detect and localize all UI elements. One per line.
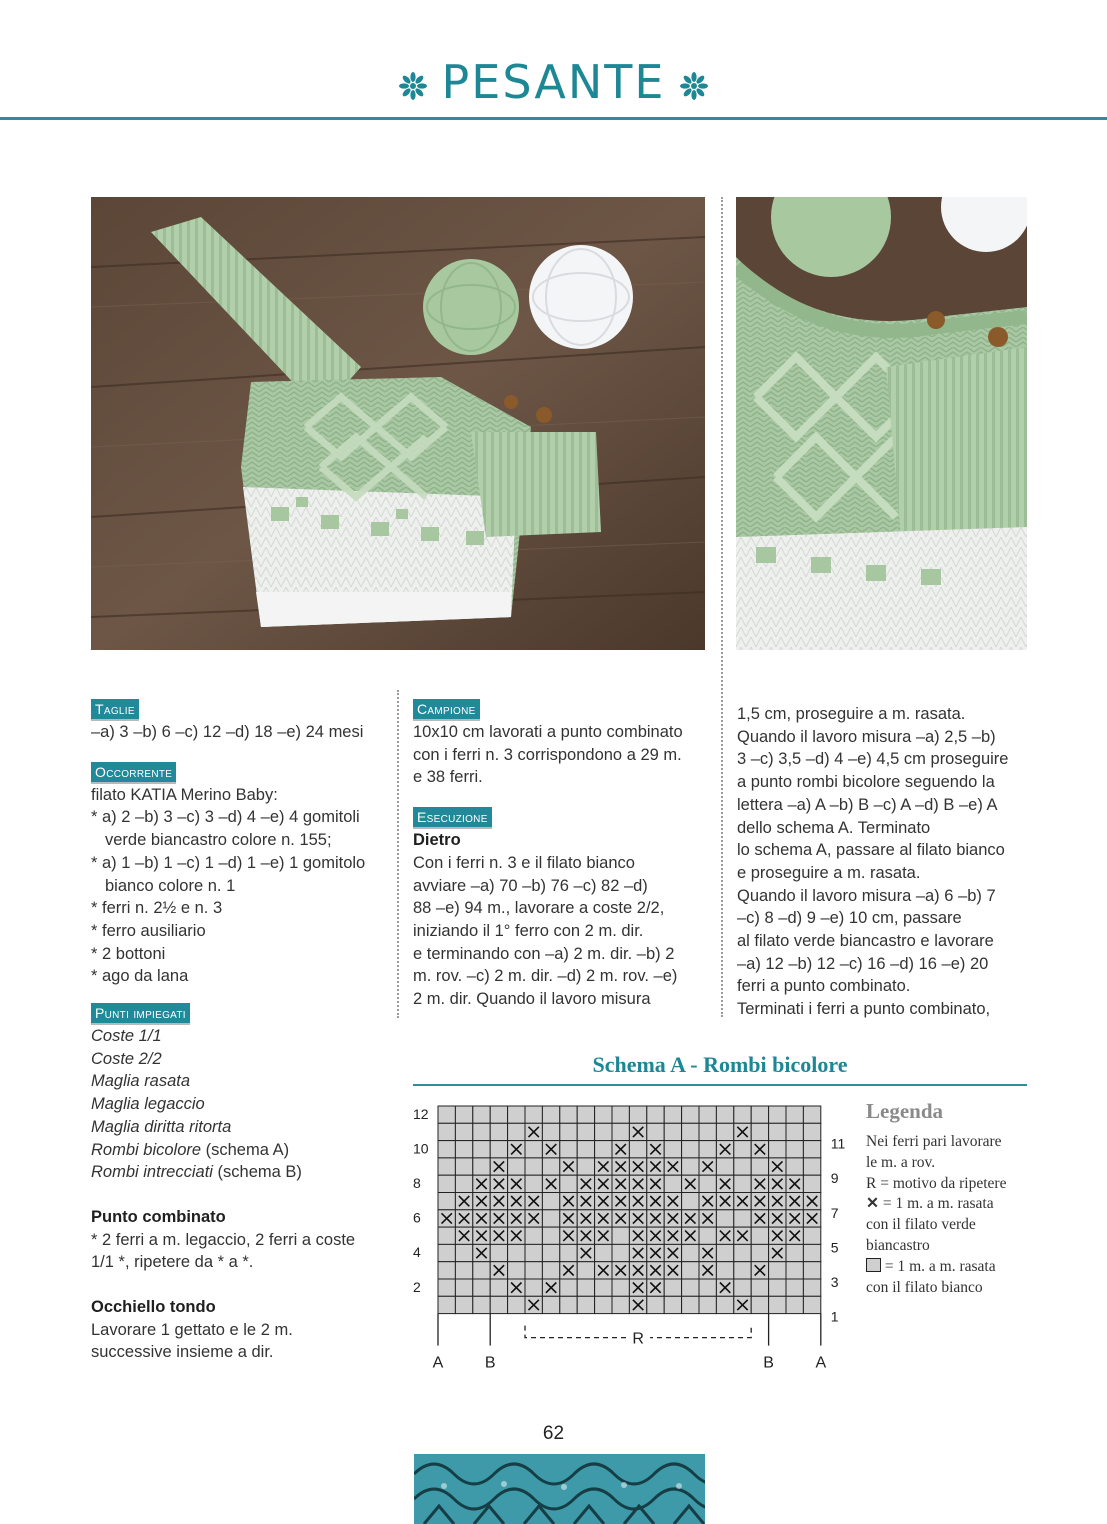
chart-cell (803, 1262, 820, 1279)
chart-cell (525, 1244, 542, 1261)
chart-cell (803, 1227, 820, 1244)
list-item: * ferro ausiliario (91, 921, 206, 940)
chart-cell (490, 1106, 507, 1123)
text-line: lo schema A, passare al filato bianco (737, 841, 1005, 860)
chart-cell (542, 1210, 559, 1227)
list-item: * 2 bottoni (91, 944, 166, 963)
flower-ornament-icon (679, 71, 709, 101)
list-item: verde biancastro colore n. 155; (105, 831, 332, 850)
text-line: e proseguire a m. rasata. (737, 863, 921, 882)
chart-cell (455, 1158, 472, 1175)
chart-cell (577, 1141, 594, 1158)
chart-cell (682, 1262, 699, 1279)
chart-cell (803, 1175, 820, 1192)
page-header (0, 0, 1107, 125)
chart-cell (595, 1106, 612, 1123)
page-number: 62 (542, 1423, 565, 1444)
chart-cell (542, 1158, 559, 1175)
chart-cell (508, 1244, 525, 1261)
chart-cell (508, 1158, 525, 1175)
chart-row-label: 9 (830, 1170, 839, 1187)
chart-row-label: 6 (413, 1209, 421, 1226)
chart-cell (734, 1175, 751, 1192)
chart-row-label: 3 (830, 1274, 839, 1290)
chart-cell (438, 1262, 455, 1279)
chart-cell (455, 1106, 472, 1123)
chart-row-label: 5 (830, 1239, 839, 1256)
chart-cell (473, 1296, 490, 1313)
punti-list (91, 1025, 391, 1184)
chart-cell (751, 1227, 768, 1244)
chart-cell (664, 1123, 681, 1140)
chart-cell (699, 1296, 716, 1313)
chart-cell (786, 1244, 803, 1261)
chart-cell (647, 1106, 664, 1123)
chart-cell (699, 1227, 716, 1244)
text-line: a punto rombi bicolore seguendo la (737, 773, 995, 792)
chart-cell (682, 1279, 699, 1296)
chart-cell (664, 1175, 681, 1192)
chart-bottom-label: B (484, 1354, 496, 1372)
chart-cell (542, 1227, 559, 1244)
chart-cell (525, 1106, 542, 1123)
chart-cell (699, 1141, 716, 1158)
chart-bottom-label: A (432, 1354, 444, 1372)
chart-cell (803, 1123, 820, 1140)
chart-cell (560, 1123, 577, 1140)
chart-cell (490, 1123, 507, 1140)
chart-cell (438, 1296, 455, 1313)
chart-cell (490, 1296, 507, 1313)
chart-cell (803, 1296, 820, 1313)
chart-cell (560, 1244, 577, 1261)
chart-cell (786, 1141, 803, 1158)
chart-cell (699, 1279, 716, 1296)
chart-cell (716, 1296, 733, 1313)
section-occorrente-heading: Occorrente (91, 762, 176, 784)
cross-symbol-icon: ✕ (866, 1195, 879, 1213)
chart-cell (542, 1193, 559, 1210)
chart-cell (699, 1175, 716, 1192)
dietro-heading: Dietro (413, 831, 461, 850)
text-line: –c) 8 –d) 9 –e) 10 cm, passare (737, 909, 962, 928)
chart-cell (438, 1158, 455, 1175)
chart-cell (734, 1262, 751, 1279)
list-item: * a) 2 –b) 3 –c) 3 –d) 4 –e) 4 gomitoli (91, 808, 360, 827)
chart-cell (455, 1262, 472, 1279)
chart-cell (612, 1123, 629, 1140)
chart-cell (473, 1262, 490, 1279)
column-divider (721, 197, 723, 1017)
chart-cell (595, 1279, 612, 1296)
chart-cell (786, 1106, 803, 1123)
chart-row-label: 1 (830, 1308, 839, 1325)
chart-cell (769, 1262, 786, 1279)
chart-cell (803, 1279, 820, 1296)
section-taglie-heading: Taglie (91, 699, 139, 721)
chart-cell (769, 1296, 786, 1313)
text-line: 1,5 cm, proseguire a m. rasata. (737, 705, 966, 723)
chart-cell (612, 1227, 629, 1244)
chart-cell (577, 1106, 594, 1123)
chart-cell (577, 1279, 594, 1296)
chart-cell (716, 1106, 733, 1123)
chart-cell (542, 1262, 559, 1279)
text-line: al filato verde biancastro e lavorare (737, 932, 994, 951)
chart-cell (508, 1296, 525, 1313)
chart-cell (699, 1106, 716, 1123)
chart-cell (682, 1296, 699, 1313)
chart-cell (438, 1175, 455, 1192)
chart-row-label: 2 (413, 1278, 421, 1295)
column-3 (737, 703, 1037, 1021)
dietro-line: e terminando con –a) 2 m. dir. –b) 2 (413, 944, 675, 963)
chart-cell (525, 1279, 542, 1296)
chart-cell (664, 1296, 681, 1313)
chart-cell (473, 1279, 490, 1296)
list-item: * ferri n. 2½ e n. 3 (91, 899, 223, 918)
page-title-row (0, 52, 1107, 112)
chart-cell (612, 1296, 629, 1313)
occhiello-heading: Occhiello tondo (91, 1298, 216, 1317)
combinato-line: 1/1 *, ripetere da * a *. (91, 1253, 254, 1272)
chart-cell (682, 1123, 699, 1140)
list-item: bianco colore n. 1 (105, 876, 236, 895)
list-item: Coste 1/1 (91, 1027, 162, 1046)
combinato-heading: Punto combinato (91, 1207, 226, 1226)
chart-cell (751, 1244, 768, 1261)
occorrente-list (91, 784, 391, 988)
chart-cell (612, 1279, 629, 1296)
chart-cell (577, 1158, 594, 1175)
legend-line: ✕ = 1 m. a m. rasata (866, 1195, 994, 1213)
column-1 (91, 698, 391, 1364)
chart-cell (786, 1158, 803, 1175)
chart-cell (786, 1262, 803, 1279)
chart-cell (751, 1123, 768, 1140)
legend-line: con il filato bianco (866, 1278, 983, 1296)
chart-cell (734, 1106, 751, 1123)
dietro-line: avviare –a) 70 –b) 76 –c) 82 –d) (413, 876, 648, 895)
chart-cell (716, 1262, 733, 1279)
chart-cell (769, 1279, 786, 1296)
chart-cell (647, 1296, 664, 1313)
chart-cell (682, 1193, 699, 1210)
chart-bottom-label: A (815, 1354, 827, 1372)
chart-cell (647, 1123, 664, 1140)
chart-cell (734, 1210, 751, 1227)
chart-cell (438, 1244, 455, 1261)
occhiello-line: Lavorare 1 gettato e le 2 m. (91, 1320, 293, 1339)
header-rule (0, 117, 1107, 120)
chart-cell (751, 1279, 768, 1296)
legend-line: R = motivo da ripetere (866, 1174, 1007, 1192)
chart-cell (769, 1123, 786, 1140)
chart-cell (455, 1279, 472, 1296)
chart-bottom-label: B (763, 1354, 774, 1372)
chart-cell (595, 1123, 612, 1140)
chart-cell (560, 1279, 577, 1296)
schema-title: Schema A - Rombi bicolore (592, 1052, 848, 1077)
column-2 (413, 698, 718, 1011)
chart-row-label: 7 (830, 1204, 839, 1221)
list-item: * ago da lana (91, 967, 189, 986)
chart-cell (560, 1141, 577, 1158)
campione-line: 10x10 cm lavorati a punto combinato (413, 723, 683, 741)
chart-cell (734, 1141, 751, 1158)
chart-cell (542, 1123, 559, 1140)
chart-cell (542, 1106, 559, 1123)
chart-cell (786, 1123, 803, 1140)
chart-cell (577, 1262, 594, 1279)
chart-cell (769, 1106, 786, 1123)
text-line: dello schema A. Terminato (737, 818, 931, 837)
chart-cell (595, 1296, 612, 1313)
chart-cell (803, 1141, 820, 1158)
photo-sweater-detail (736, 197, 1027, 650)
list-item: Coste 2/2 (91, 1049, 162, 1068)
chart-cell (716, 1123, 733, 1140)
list-item: Rombi bicolore (schema A) (91, 1140, 290, 1159)
schema-rule (413, 1084, 1027, 1086)
chart-cell (803, 1106, 820, 1123)
chart-cell (682, 1106, 699, 1123)
section-esecuzione-heading: Esecuzione (413, 807, 492, 829)
chart-cell (803, 1244, 820, 1261)
chart-cell (664, 1279, 681, 1296)
chart-cell (751, 1106, 768, 1123)
dietro-line: Con i ferri n. 3 e il filato bianco (413, 853, 635, 872)
chart-row-label: 8 (413, 1174, 421, 1191)
dietro-line: m. rov. –c) 2 m. dir. –d) 2 m. rov. –e) (413, 967, 678, 986)
chart-cell (577, 1123, 594, 1140)
column-divider (397, 690, 399, 1018)
list-item: filato KATIA Merino Baby: (91, 785, 278, 804)
chart-cell (542, 1296, 559, 1313)
chart-cell (508, 1123, 525, 1140)
chart-cell (577, 1296, 594, 1313)
chart-cell (525, 1141, 542, 1158)
dietro-line: 2 m. dir. Quando il lavoro misura (413, 990, 651, 1009)
chart-repeat-label: R (632, 1330, 644, 1348)
chart-cell (560, 1296, 577, 1313)
text-line: Quando il lavoro misura –a) 2,5 –b) (737, 727, 996, 746)
chart-cell (438, 1193, 455, 1210)
schema-a-chart (405, 1098, 855, 1378)
section-campione-heading: Campione (413, 699, 480, 721)
chart-cell (664, 1106, 681, 1123)
chart-cell (490, 1279, 507, 1296)
chart-cell (455, 1123, 472, 1140)
legend-line: Nei ferri pari lavorare (866, 1133, 1002, 1150)
text-line: ferri a punto combinato. (737, 977, 911, 996)
list-item: Maglia legaccio (91, 1095, 205, 1114)
chart-cell (508, 1262, 525, 1279)
chart-cell (595, 1141, 612, 1158)
chart-cell (786, 1296, 803, 1313)
chart-cell (455, 1175, 472, 1192)
legend-line: = 1 m. a m. rasata (866, 1257, 1046, 1278)
chart-cell (734, 1279, 751, 1296)
chart-cell (455, 1244, 472, 1261)
chart-cell (525, 1262, 542, 1279)
chart-cell (716, 1158, 733, 1175)
dietro-line: 88 –e) 94 m., lavorare a coste 2/2, (413, 899, 665, 918)
chart-cell (751, 1158, 768, 1175)
chart-row-label: 12 (413, 1105, 429, 1122)
chart-cell (629, 1106, 646, 1123)
chart-cell (473, 1158, 490, 1175)
chart-cell (612, 1106, 629, 1123)
chart-cell (751, 1296, 768, 1313)
chart-cell (438, 1106, 455, 1123)
list-item: Rombi intrecciati (schema B) (91, 1163, 302, 1182)
chart-row-label: 11 (830, 1135, 846, 1152)
chart-cell (508, 1106, 525, 1123)
legend-title: Legenda (866, 1099, 944, 1123)
chart-cell (699, 1123, 716, 1140)
chart-cell (560, 1175, 577, 1192)
page-title: PESANTE (441, 55, 666, 109)
section-punti-heading: Punti impiegati (91, 1003, 190, 1025)
chart-cell (473, 1123, 490, 1140)
chart-row-label: 4 (413, 1244, 421, 1261)
chart-cell (455, 1296, 472, 1313)
campione-line: con i ferri n. 3 corrispondono a 29 m. (413, 745, 682, 764)
footer-pattern-strip (414, 1454, 705, 1524)
list-item: Maglia rasata (91, 1072, 191, 1091)
chart-cell (664, 1141, 681, 1158)
chart-cell (716, 1210, 733, 1227)
chart-cell (542, 1244, 559, 1261)
photo-sweater-flat (91, 197, 705, 650)
chart-cell (734, 1158, 751, 1175)
chart-cell (560, 1106, 577, 1123)
text-line: Quando il lavoro misura –a) 6 –b) 7 (737, 886, 996, 905)
legend-line: biancastro (866, 1236, 930, 1254)
chart-cell (734, 1244, 751, 1261)
text-line: 3 –c) 3,5 –d) 4 –e) 4,5 cm proseguire (737, 750, 1009, 769)
occhiello-line: successive insieme a dir. (91, 1343, 274, 1362)
chart-row-label: 10 (413, 1140, 429, 1157)
grey-square-icon (866, 1258, 881, 1272)
chart-cell (473, 1141, 490, 1158)
campione-line: e 38 ferri. (413, 768, 483, 787)
flower-ornament-icon (398, 71, 428, 101)
chart-cell (490, 1141, 507, 1158)
list-item: * a) 1 –b) 1 –c) 1 –d) 1 –e) 1 gomitolo (91, 853, 366, 872)
chart-cell (682, 1158, 699, 1175)
chart-cell (473, 1106, 490, 1123)
chart-cell (612, 1244, 629, 1261)
chart-cell (769, 1141, 786, 1158)
chart-cell (595, 1244, 612, 1261)
dietro-line: iniziando il 1° ferro con 2 m. dir. (413, 921, 644, 940)
chart-cell (525, 1158, 542, 1175)
chart-cell (455, 1141, 472, 1158)
text-line: Terminati i ferri a punto combinato, (737, 1000, 991, 1019)
chart-cell (438, 1141, 455, 1158)
legend-line: le m. a rov. (866, 1153, 936, 1171)
text-line: lettera –a) A –b) B –c) A –d) B –e) A (737, 795, 998, 814)
chart-cell (438, 1279, 455, 1296)
chart-cell (803, 1158, 820, 1175)
combinato-line: * 2 ferri a m. legaccio, 2 ferri a coste (91, 1230, 356, 1249)
chart-cell (682, 1244, 699, 1261)
chart-cell (525, 1227, 542, 1244)
chart-cell (490, 1244, 507, 1261)
chart-cell (629, 1141, 646, 1158)
chart-cell (525, 1175, 542, 1192)
chart-cell (682, 1141, 699, 1158)
legend-line: con il filato verde (866, 1216, 976, 1234)
chart-cell (786, 1279, 803, 1296)
taglie-text: –a) 3 –b) 6 –c) 12 –d) 18 –e) 24 mesi (91, 723, 364, 741)
chart-cell (438, 1123, 455, 1140)
text-line: –a) 12 –b) 12 –c) 16 –d) 16 –e) 20 (737, 954, 989, 973)
list-item: Maglia diritta ritorta (91, 1117, 232, 1136)
chart-cell (438, 1227, 455, 1244)
chart-cell (716, 1244, 733, 1261)
legend (866, 1098, 1046, 1298)
